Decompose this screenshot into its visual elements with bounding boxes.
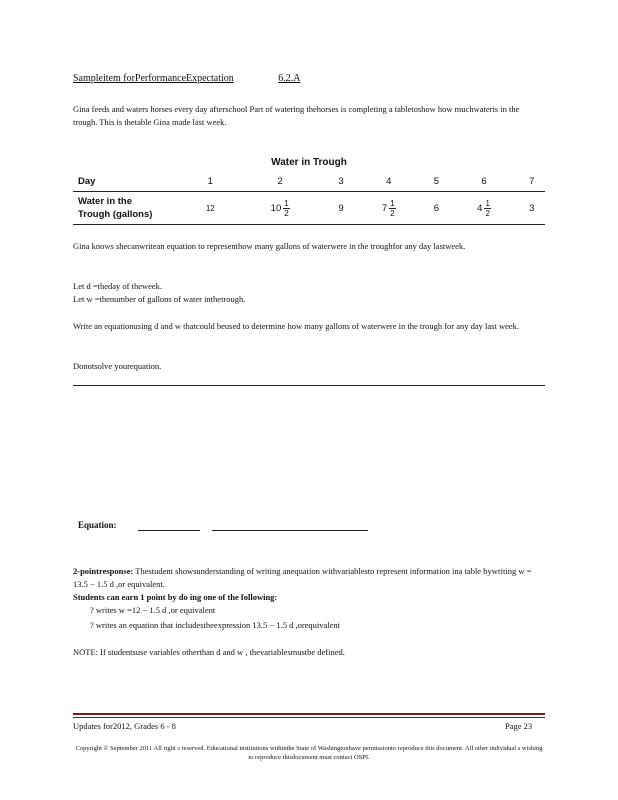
- table-row-label-line2: Trough (gallons): [78, 209, 153, 220]
- value-whole: 6: [433, 202, 440, 214]
- day-cell: 5: [423, 171, 450, 192]
- value-whole: 9: [338, 202, 344, 214]
- table-row-label: [73, 192, 188, 225]
- scoring-note: NOTE: If studentsuse variables otherthan d and w , thevariablesmustbe defined.: [73, 647, 345, 657]
- fraction: [283, 199, 289, 218]
- value-whole: 4: [477, 202, 483, 214]
- fraction-numerator: 1: [485, 198, 490, 208]
- day-cell: 2: [233, 171, 328, 192]
- table-title: Water in Trough: [271, 157, 347, 168]
- scoring-2-point-text: Thestudent showsunderstanding of writing anequation withvariablesto represent information ina table bywriting w = 13.5 − 1.5 d ,or equivalent.: [73, 566, 532, 589]
- fraction: [389, 199, 395, 218]
- fraction: [484, 199, 490, 218]
- intro-paragraph: Gina feeds and waters horses every day afterschool Part of watering thehorses is completing a tabletoshow how muchwateris in the trough. This is thetable Gina made last week.: [73, 104, 520, 127]
- day-cell: 6: [450, 171, 519, 192]
- equation-answer-line-2[interactable]: [212, 530, 368, 531]
- footer-rule-thin: [73, 717, 545, 718]
- value-whole: 7: [381, 202, 388, 214]
- fraction-numerator: 1: [390, 198, 395, 208]
- equation-answer-line-1[interactable]: [138, 530, 200, 531]
- item-header: [73, 73, 301, 84]
- scoring-2-point-title: 2-pointresponse:: [73, 566, 134, 576]
- paragraph-2: Gina knows shecanwritean equation to representhow many gallons of waterwere in the troughfor any day lastweek.: [73, 241, 466, 251]
- value-cell: [328, 192, 355, 225]
- item-header-title: Sampleitem forPerformanceExpectation: [73, 73, 234, 84]
- value-cell: [423, 192, 450, 225]
- value-cell: [233, 192, 328, 225]
- item-header-code: 6.2.A: [278, 73, 301, 84]
- scoring-2-point: [73, 565, 543, 591]
- day-cell: 4: [354, 171, 423, 192]
- value-cell: [518, 192, 545, 225]
- paragraph-3: Write an equationusing d and w thatcould beused to determine how many gallons of waterwere in the trough for any day last week.: [73, 321, 520, 331]
- value-cell: [188, 192, 233, 225]
- fraction-denominator: 2: [390, 208, 395, 218]
- fraction-denominator: 2: [485, 208, 490, 218]
- table-row-label-line1: Water in the: [78, 196, 133, 207]
- equation-label: Equation:: [78, 520, 117, 530]
- value-whole: 10: [270, 202, 282, 214]
- fraction-numerator: 1: [284, 198, 289, 208]
- table-header-label: Day: [73, 171, 188, 192]
- let-definition-w: Let w =thenumber of gallons of water inthetrough.: [73, 294, 246, 304]
- scoring-bullet-2: ? writes an equation that includestheexpression 13.5 − 1.5 d ,orequivalent: [90, 620, 341, 630]
- water-table: [73, 171, 545, 225]
- scoring-bullet-1: ? writes w =12 − 1.5 d ,or equivalent: [90, 605, 216, 615]
- footer-page-number: Page 23: [505, 721, 533, 731]
- day-cell: 3: [328, 171, 355, 192]
- scoring-1-point-heading: Students can earn 1 point by do ing one of the following:: [73, 592, 278, 602]
- footer-left: Updates for2012, Grades 6 - 8: [73, 721, 176, 731]
- value-whole: 3: [529, 202, 535, 214]
- day-cell: 1: [188, 171, 233, 192]
- value-cell: [450, 192, 519, 225]
- footer-rule-thick: [73, 713, 545, 715]
- section-divider: [73, 385, 545, 386]
- footer-copyright: Copyright © September 2011 All right s reserved. Educational institutions withinthe State of Washingtonhave permissionto reproduce this document. All other individual s wishing to reproduce thisdocument must contact OSPI.: [75, 745, 543, 761]
- let-definition-d: Let d =theday of theweek.: [73, 281, 163, 291]
- value-cell: [354, 192, 423, 225]
- value-whole: 12: [205, 203, 215, 213]
- do-not-solve: Donotsolve yourequation.: [73, 361, 162, 371]
- fraction-denominator: 2: [284, 208, 289, 218]
- table-value-row: [73, 192, 545, 225]
- table-header-row: [73, 171, 545, 192]
- day-cell: 7: [518, 171, 545, 192]
